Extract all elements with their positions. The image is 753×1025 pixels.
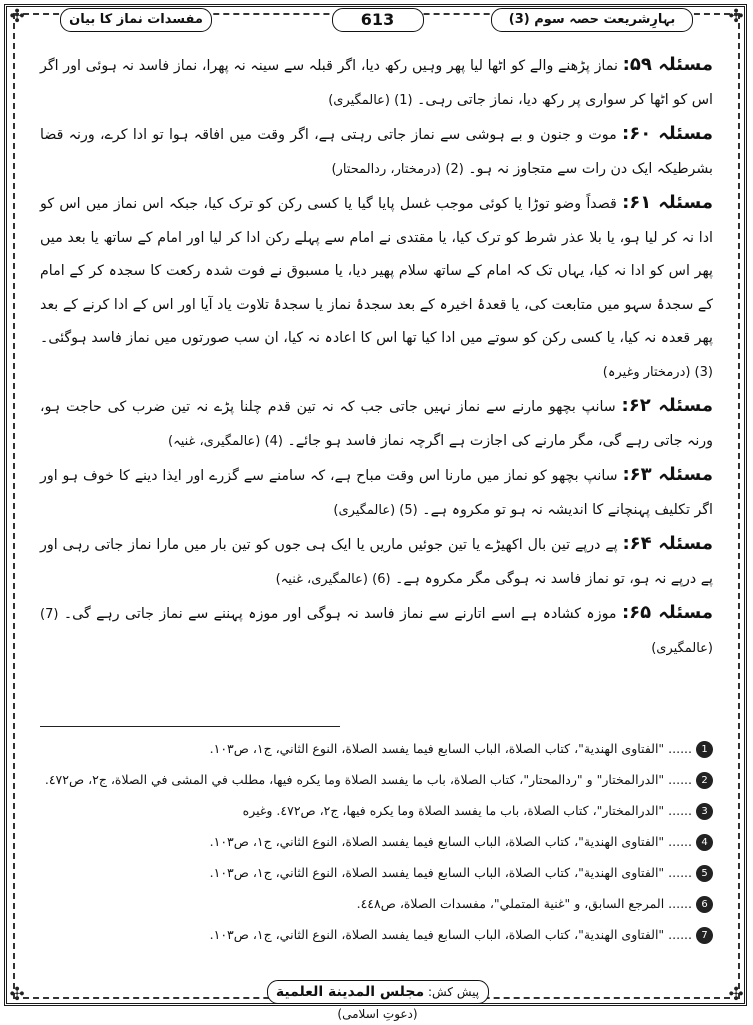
page-footer: [267, 980, 489, 1021]
masala-reference: (2) (درمختار، ردالمحتار): [331, 161, 464, 177]
footnote-number: 3: [696, 803, 713, 820]
footnote: [40, 800, 713, 822]
footnote-number: 5: [696, 865, 713, 882]
footnote-text: ...... "الدرالمختار" و "ردالمحتار"، كتاب الصلاة، باب ما يفسد الصلاة وما يكره فيها، مطلب في المشى في الصلاة، ج٢، ص٤٧٢.: [44, 772, 692, 787]
footer-prefix: پیش کش:: [427, 985, 480, 999]
footnote-number: 6: [696, 896, 713, 913]
footnote-separator: [40, 726, 340, 727]
masala-63: [40, 458, 713, 527]
masala-reference: (5) (عالمگیری): [333, 502, 418, 518]
masala-65: [40, 596, 713, 665]
footnote: [40, 924, 713, 946]
masala-heading: مسئلہ ۶۱:: [622, 192, 713, 213]
footnote-text: ...... "الدرالمختار"، كتاب الصلاة، باب ما يفسد الصلاة وما يكره فيها، ج٢، ص٤٧٢. وغيره: [242, 803, 692, 818]
masala-text: نماز پڑھنے والے کو اٹھا لیا پھر وہیں رکھ دیا، اگر قبلہ سے سینہ نہ پھرا، نماز فاسد نہ ہوئی اور اگر اس کو اٹھا کر سواری پر رکھ دیا، نماز جاتی رہی۔: [40, 58, 713, 108]
page-header: [60, 8, 693, 32]
masala-text: موزہ کشادہ ہے اسے اتارنے سے نماز فاسد نہ ہوگی اور موزہ پہننے سے نماز جاتی رہے گی۔: [63, 606, 617, 622]
masala-reference: (3) (درمختار وغیرہ): [602, 364, 713, 380]
corner-ornament-icon: ✣: [728, 984, 744, 1005]
masala-reference: (1) (عالمگیری): [328, 92, 413, 108]
footnote: [40, 831, 713, 853]
masala-heading: مسئلہ ۶۰:: [622, 123, 713, 144]
main-text: [40, 48, 713, 665]
footnote-number: 1: [696, 741, 713, 758]
masala-heading: مسئلہ ۶۲:: [621, 395, 713, 416]
corner-ornament-icon: ✣: [9, 984, 25, 1005]
footnote-text: ...... المرجع السابق، و "غنية المتملي"، مفسدات الصلاة، ص٤٤٨.: [356, 896, 692, 911]
masala-reference: (6) (عالمگیری، غنیہ): [275, 571, 391, 587]
book-title: بہارِشریعت حصہ سوم (3): [491, 8, 693, 32]
footnote: [40, 738, 713, 760]
masala-64: [40, 527, 713, 596]
footnote: [40, 769, 713, 791]
footnote-text: ...... "الفتاوى الهندية"، كتاب الصلاة، الباب السابع فيما يفسد الصلاة، النوع الثاني، ج١، ص١٠٣.: [209, 834, 692, 849]
masala-heading: مسئلہ ۶۵:: [621, 602, 713, 623]
footer-suffix: (دعوتِ اسلامی): [337, 1007, 418, 1021]
masala-heading: مسئلہ ۵۹:: [622, 54, 713, 75]
page-number: 613: [332, 8, 424, 32]
corner-ornament-icon: ✣: [728, 6, 744, 27]
masala-62: [40, 389, 713, 458]
masala-59: [40, 48, 713, 117]
masala-heading: مسئلہ ۶۴:: [622, 533, 713, 554]
footnote-text: ...... "الفتاوى الهندية"، كتاب الصلاة، الباب السابع فيما يفسد الصلاة، النوع الثاني، ج١، ص١٠٣.: [209, 865, 692, 880]
footnote: [40, 862, 713, 884]
footnotes: [40, 738, 713, 955]
footnote-number: 4: [696, 834, 713, 851]
masala-text: پے درپے تین بال اکھیڑے یا تین جوئیں ماریں یا ایک ہی جوں کو تین بار میں مارا نماز جاتی رہی اور پے درپے نہ ہو، تو نماز فاسد نہ ہوگی مگر مکروہ ہے۔: [40, 537, 713, 587]
footnote-number: 7: [696, 927, 713, 944]
masala-text: قصداً وضو توڑا یا کوئی موجب غسل پایا گیا یا کسی رکن کو ترک کیا، جبکہ اس نماز میں اس کو ادا نہ کر لیا ہو، یا بلا عذر شرط کو ترک کیا، یا مقتدی نے امام سے پہلے رکن ادا کر لیا اور امام کے ساتھ یا بعد میں پھر اس کو ادا نہ کیا، یہاں تک کہ امام کے ساتھ سلام پھیر دیا، یا مسبوق نے فوت شدہ رکعت کا سجدہ کر کے امام کے سجدۂ سہو میں متابعت کی، یا قعدۂ اخیرہ کے بعد سجدۂ نماز یا سجدۂ تلاوت یاد آیا اور اس کے ادا کرنے کے بعد پھر قعدہ نہ کیا، یا کسی رکن کو سوتے میں ادا کیا تھا اس کا اعادہ نہ کیا، ان سب صورتوں میں نماز فاسد ہوگئی۔: [40, 196, 713, 346]
footer-organization: مجلس المدينة العلمية: [275, 984, 425, 1000]
masala-text: سانپ بچھو مارنے سے نماز نہیں جاتی جب کہ نہ تین قدم چلنا پڑے نہ تین ضرب کی حاجت ہو، ورنہ جاتی رہے گی، مگر مارنے کی اجازت ہے اگرچہ نماز فاسد ہو جائے۔: [40, 399, 713, 449]
masala-reference: (4) (عالمگیری، غنیہ): [168, 433, 283, 449]
footnote-text: ...... "الفتاوى الهندية"، كتاب الصلاة، الباب السابع فيما يفسد الصلاة، النوع الثاني، ج١، ص١٠٣.: [209, 741, 692, 756]
corner-ornament-icon: ✣: [9, 6, 25, 27]
footnote-text: ...... "الفتاوى الهندية"، كتاب الصلاة، الباب السابع فيما يفسد الصلاة، النوع الثاني، ج١، ص١٠٣.: [209, 927, 692, 942]
masala-text: موت و جنون و بے ہوشی سے نماز جاتی رہتی ہے، اگر وقت میں افاقہ ہوا تو ادا کرے، ورنہ قضا بشرطیکہ ایک دن رات سے متجاوز نہ ہو۔: [40, 127, 713, 177]
masala-60: [40, 117, 713, 186]
masala-reference: (7) (عالمگیری): [40, 607, 713, 656]
footnote: [40, 893, 713, 915]
masala-heading: مسئلہ ۶۳:: [622, 464, 713, 485]
masala-text: سانپ بچھو کو نماز میں مارنا اس وقت مباح ہے، کہ سامنے سے گزرے اور ایذا دینے کا خوف ہو اور اگر تکلیف پہنچانے کا اندیشہ نہ ہو تو مکروہ ہے۔: [40, 468, 713, 518]
masala-61: [40, 186, 713, 389]
chapter-title: مفسدات نماز کا بیان: [60, 8, 212, 32]
footnote-number: 2: [696, 772, 713, 789]
